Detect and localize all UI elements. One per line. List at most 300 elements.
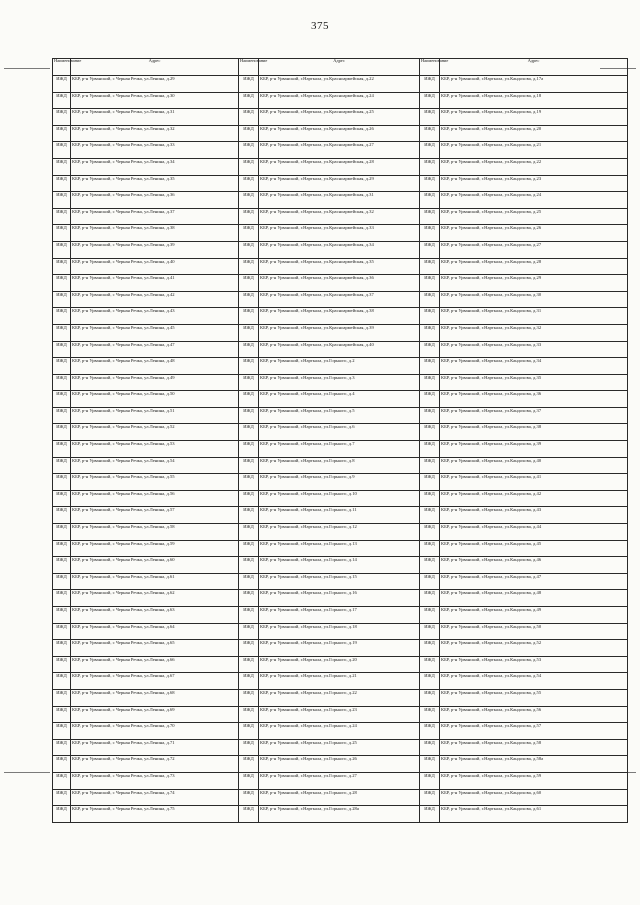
address-cell: КБР, р-н Урванский, г.Нарткала, ул.Кандохова, д.35 xyxy=(440,374,628,391)
address-cell: КБР, р-н Урванский, г.Нарткала, ул.Кандохова, д.37 xyxy=(440,407,628,424)
building-type-cell: ИЖД xyxy=(420,673,440,690)
page-number: 375 xyxy=(311,20,329,32)
address-cell: КБР, р-н Урванский, г.Нарткала, ул.Кандохова, д.26 xyxy=(440,225,628,242)
building-type-cell: ИЖД xyxy=(420,607,440,624)
address-cell: КБР, р-н Урванский, г.Нарткала, ул.Кандохова, д.32 xyxy=(440,324,628,341)
building-type-cell: ИЖД xyxy=(420,358,440,375)
address-cell: КБР, р-н Урванский, с Черная Речка, ул.Ленина, д.61 xyxy=(71,573,239,590)
building-type-cell: ИЖД xyxy=(53,407,71,424)
address-cell: КБР, р-н Урванский, г.Нарткала, ул.Кандохова, д.42 xyxy=(440,490,628,507)
building-type-cell: ИЖД xyxy=(53,109,71,126)
address-cell: КБР, р-н Урванский, г.Нарткала, ул.Красноармейская, д.32 xyxy=(259,208,420,225)
building-type-cell: ИЖД xyxy=(53,457,71,474)
table-row xyxy=(53,76,628,93)
address-cell: КБР, р-н Урванский, г.Нарткала, ул.Кандохова, д.58а xyxy=(440,756,628,773)
building-type-cell: ИЖД xyxy=(53,772,71,789)
building-type-cell: ИЖД xyxy=(239,607,259,624)
address-cell: КБР, р-н Урванский, с Черная Речка, ул.Ленина, д.36 xyxy=(71,192,239,209)
address-cell: КБР, р-н Урванский, г.Нарткала, ул.Горького, д.23 xyxy=(259,706,420,723)
building-type-cell: ИЖД xyxy=(53,258,71,275)
table-row xyxy=(53,407,628,424)
building-type-cell: ИЖД xyxy=(420,772,440,789)
address-cell: КБР, р-н Урванский, с Черная Речка, ул.Ленина, д.33 xyxy=(71,142,239,159)
building-type-cell: ИЖД xyxy=(239,358,259,375)
building-type-cell: ИЖД xyxy=(420,391,440,408)
address-cell: КБР, р-н Урванский, с Черная Речка, ул.Ленина, д.58 xyxy=(71,524,239,541)
address-cell: КБР, р-н Урванский, г.Нарткала, ул.Кандохова, д.20 xyxy=(440,125,628,142)
address-cell: КБР, р-н Урванский, г.Нарткала, ул.Горького, д.18 xyxy=(259,623,420,640)
address-cell: КБР, р-н Урванский, с Черная Речка, ул.Ленина, д.50 xyxy=(71,391,239,408)
building-type-cell: ИЖД xyxy=(53,225,71,242)
address-cell: КБР, р-н Урванский, г.Нарткала, ул.Красноармейская, д.27 xyxy=(259,142,420,159)
address-cell: КБР, р-н Урванский, с Черная Речка, ул.Ленина, д.32 xyxy=(71,125,239,142)
building-type-cell: ИЖД xyxy=(420,524,440,541)
building-type-cell: ИЖД xyxy=(420,706,440,723)
building-type-cell: ИЖД xyxy=(420,308,440,325)
building-type-cell: ИЖД xyxy=(420,474,440,491)
building-type-cell: ИЖД xyxy=(53,291,71,308)
building-type-cell: ИЖД xyxy=(53,656,71,673)
table-row xyxy=(53,308,628,325)
address-cell: КБР, р-н Урванский, с Черная Речка, ул.Ленина, д.75 xyxy=(71,806,239,823)
table-header-row xyxy=(53,59,628,76)
address-cell: КБР, р-н Урванский, г.Нарткала, ул.Кандохова, д.58 xyxy=(440,739,628,756)
building-type-cell: ИЖД xyxy=(239,789,259,806)
building-type-cell: ИЖД xyxy=(53,706,71,723)
address-cell: КБР, р-н Урванский, г.Нарткала, ул.Кандохова, д.41 xyxy=(440,474,628,491)
address-table-sheet xyxy=(52,58,627,823)
building-type-cell: ИЖД xyxy=(239,441,259,458)
building-type-cell: ИЖД xyxy=(420,142,440,159)
building-type-cell: ИЖД xyxy=(239,573,259,590)
building-type-cell: ИЖД xyxy=(239,673,259,690)
address-cell: КБР, р-н Урванский, г.Нарткала, ул.Красноармейская, д.37 xyxy=(259,291,420,308)
address-cell: КБР, р-н Урванский, г.Нарткала, ул.Красноармейская, д.24 xyxy=(259,92,420,109)
building-type-cell: ИЖД xyxy=(239,92,259,109)
address-cell: КБР, р-н Урванский, г.Нарткала, ул.Горького, д.3 xyxy=(259,374,420,391)
building-type-cell: ИЖД xyxy=(420,590,440,607)
building-type-cell: ИЖД xyxy=(239,457,259,474)
building-type-cell: ИЖД xyxy=(420,208,440,225)
building-type-cell: ИЖД xyxy=(239,590,259,607)
building-type-cell: ИЖД xyxy=(53,76,71,93)
building-type-cell: ИЖД xyxy=(420,341,440,358)
address-cell: КБР, р-н Урванский, с Черная Речка, ул.Ленина, д.51 xyxy=(71,407,239,424)
address-cell: КБР, р-н Урванский, г.Нарткала, ул.Кандохова, д.24 xyxy=(440,192,628,209)
address-cell: КБР, р-н Урванский, г.Нарткала, ул.Кандохова, д.57 xyxy=(440,723,628,740)
building-type-cell: ИЖД xyxy=(420,241,440,258)
building-type-cell: ИЖД xyxy=(239,374,259,391)
building-type-cell: ИЖД xyxy=(53,92,71,109)
building-type-cell: ИЖД xyxy=(239,739,259,756)
building-type-cell: ИЖД xyxy=(420,291,440,308)
address-cell: КБР, р-н Урванский, с Черная Речка, ул.Ленина, д.73 xyxy=(71,772,239,789)
scan-line-left xyxy=(4,68,50,69)
address-cell: КБР, р-н Урванский, г.Нарткала, ул.Кандохова, д.50 xyxy=(440,623,628,640)
address-cell: КБР, р-н Урванский, г.Нарткала, ул.Красноармейская, д.34 xyxy=(259,241,420,258)
scan-line-bottom-left xyxy=(4,772,50,773)
building-type-cell: ИЖД xyxy=(239,723,259,740)
address-cell: КБР, р-н Урванский, с Черная Речка, ул.Ленина, д.71 xyxy=(71,739,239,756)
building-type-cell: ИЖД xyxy=(239,640,259,657)
building-type-cell: ИЖД xyxy=(420,275,440,292)
address-cell: КБР, р-н Урванский, с Черная Речка, ул.Ленина, д.31 xyxy=(71,109,239,126)
address-cell: КБР, р-н Урванский, с Черная Речка, ул.Ленина, д.43 xyxy=(71,308,239,325)
building-type-cell: ИЖД xyxy=(53,208,71,225)
building-type-cell: ИЖД xyxy=(239,540,259,557)
building-type-cell: ИЖД xyxy=(239,225,259,242)
building-type-cell: ИЖД xyxy=(239,490,259,507)
address-cell: КБР, р-н Урванский, г.Нарткала, ул.Кандохова, д.46 xyxy=(440,557,628,574)
table-row xyxy=(53,557,628,574)
table-row xyxy=(53,341,628,358)
building-type-cell: ИЖД xyxy=(53,640,71,657)
address-cell: КБР, р-н Урванский, г.Нарткала, ул.Кандохова, д.54 xyxy=(440,673,628,690)
address-cell: КБР, р-н Урванский, г.Нарткала, ул.Горького, д.8 xyxy=(259,457,420,474)
address-cell: КБР, р-н Урванский, г.Нарткала, ул.Горького, д.19 xyxy=(259,640,420,657)
building-type-cell: ИЖД xyxy=(53,441,71,458)
table-row xyxy=(53,457,628,474)
building-type-cell: ИЖД xyxy=(53,192,71,209)
building-type-cell: ИЖД xyxy=(239,258,259,275)
building-type-cell: ИЖД xyxy=(53,573,71,590)
building-type-cell: ИЖД xyxy=(420,623,440,640)
address-cell: КБР, р-н Урванский, г.Нарткала, ул.Красноармейская, д.31 xyxy=(259,192,420,209)
address-cell: КБР, р-н Урванский, с Черная Речка, ул.Ленина, д.57 xyxy=(71,507,239,524)
address-cell: КБР, р-н Урванский, с Черная Речка, ул.Ленина, д.30 xyxy=(71,92,239,109)
table-row xyxy=(53,640,628,657)
building-type-cell: ИЖД xyxy=(420,739,440,756)
building-type-cell: ИЖД xyxy=(53,789,71,806)
address-cell: КБР, р-н Урванский, г.Нарткала, ул.Красноармейская, д.36 xyxy=(259,275,420,292)
building-type-cell: ИЖД xyxy=(239,407,259,424)
building-type-cell: ИЖД xyxy=(239,324,259,341)
address-cell: КБР, р-н Урванский, г.Нарткала, ул.Горького, д.12 xyxy=(259,524,420,541)
address-cell: КБР, р-н Урванский, г.Нарткала, ул.Кандохова, д.59 xyxy=(440,772,628,789)
address-cell: КБР, р-н Урванский, г.Нарткала, ул.Кандохова, д.18 xyxy=(440,92,628,109)
building-type-cell: ИЖД xyxy=(420,324,440,341)
address-cell: КБР, р-н Урванский, г.Нарткала, ул.Кандохова, д.52 xyxy=(440,640,628,657)
address-cell: КБР, р-н Урванский, с Черная Речка, ул.Ленина, д.49 xyxy=(71,374,239,391)
address-cell: КБР, р-н Урванский, с Черная Речка, ул.Ленина, д.48 xyxy=(71,358,239,375)
building-type-cell: ИЖД xyxy=(420,557,440,574)
building-type-cell: ИЖД xyxy=(239,806,259,823)
building-type-cell: ИЖД xyxy=(420,92,440,109)
address-cell: КБР, р-н Урванский, г.Нарткала, ул.Кандохова, д.43 xyxy=(440,507,628,524)
table-row xyxy=(53,590,628,607)
address-cell: КБР, р-н Урванский, с Черная Речка, ул.Ленина, д.63 xyxy=(71,607,239,624)
address-cell: КБР, р-н Урванский, г.Нарткала, ул.Горького, д.9 xyxy=(259,474,420,491)
building-type-cell: ИЖД xyxy=(239,192,259,209)
address-cell: КБР, р-н Урванский, г.Нарткала, ул.Кандохова, д.25 xyxy=(440,208,628,225)
address-cell: КБР, р-н Урванский, г.Нарткала, ул.Кандохова, д.40 xyxy=(440,457,628,474)
address-cell: КБР, р-н Урванский, с Черная Речка, ул.Ленина, д.54 xyxy=(71,457,239,474)
building-type-cell: ИЖД xyxy=(53,623,71,640)
building-type-cell: ИЖД xyxy=(239,557,259,574)
address-cell: КБР, р-н Урванский, г.Нарткала, ул.Красноармейская, д.29 xyxy=(259,175,420,192)
building-type-cell: ИЖД xyxy=(53,490,71,507)
address-cell: КБР, р-н Урванский, г.Нарткала, ул.Кандохова, д.53 xyxy=(440,656,628,673)
building-type-cell: ИЖД xyxy=(420,175,440,192)
building-type-cell: ИЖД xyxy=(53,557,71,574)
table-row xyxy=(53,474,628,491)
column-header-type: Наименование xyxy=(239,59,259,76)
building-type-cell: ИЖД xyxy=(53,142,71,159)
table-row xyxy=(53,374,628,391)
table-row xyxy=(53,490,628,507)
building-type-cell: ИЖД xyxy=(53,524,71,541)
table-row xyxy=(53,789,628,806)
address-cell: КБР, р-н Урванский, г.Нарткала, ул.Кандохова, д.27 xyxy=(440,241,628,258)
address-cell: КБР, р-н Урванский, г.Нарткала, ул.Кандохова, д.30 xyxy=(440,291,628,308)
address-cell: КБР, р-н Урванский, г.Нарткала, ул.Красноармейская, д.22 xyxy=(259,76,420,93)
building-type-cell: ИЖД xyxy=(420,490,440,507)
address-cell: КБР, р-н Урванский, с Черная Речка, ул.Ленина, д.34 xyxy=(71,158,239,175)
building-type-cell: ИЖД xyxy=(420,573,440,590)
address-cell: КБР, р-н Урванский, г.Нарткала, ул.Горького, д.5 xyxy=(259,407,420,424)
table-row xyxy=(53,739,628,756)
building-type-cell: ИЖД xyxy=(53,158,71,175)
building-type-cell: ИЖД xyxy=(53,540,71,557)
address-cell: КБР, р-н Урванский, г.Нарткала, ул.Горького, д.2 xyxy=(259,358,420,375)
address-cell: КБР, р-н Урванский, г.Нарткала, ул.Красноармейская, д.40 xyxy=(259,341,420,358)
address-cell: КБР, р-н Урванский, г.Нарткала, ул.Кандохова, д.36 xyxy=(440,391,628,408)
address-cell: КБР, р-н Урванский, с Черная Речка, ул.Ленина, д.42 xyxy=(71,291,239,308)
address-cell: КБР, р-н Урванский, г.Нарткала, ул.Горького, д.17 xyxy=(259,607,420,624)
address-cell: КБР, р-н Урванский, с Черная Речка, ул.Ленина, д.52 xyxy=(71,424,239,441)
address-cell: КБР, р-н Урванский, г.Нарткала, ул.Горького, д.26 xyxy=(259,756,420,773)
building-type-cell: ИЖД xyxy=(420,258,440,275)
building-type-cell: ИЖД xyxy=(420,457,440,474)
address-cell: КБР, р-н Урванский, г.Нарткала, ул.Красноармейская, д.39 xyxy=(259,324,420,341)
building-type-cell: ИЖД xyxy=(420,723,440,740)
address-cell: КБР, р-н Урванский, с Черная Речка, ул.Ленина, д.66 xyxy=(71,656,239,673)
table-row xyxy=(53,441,628,458)
building-type-cell: ИЖД xyxy=(53,607,71,624)
building-type-cell: ИЖД xyxy=(53,424,71,441)
building-type-cell: ИЖД xyxy=(420,225,440,242)
address-cell: КБР, р-н Урванский, г.Нарткала, ул.Кандохова, д.56 xyxy=(440,706,628,723)
building-type-cell: ИЖД xyxy=(239,291,259,308)
building-type-cell: ИЖД xyxy=(239,175,259,192)
table-row xyxy=(53,324,628,341)
address-cell: КБР, р-н Урванский, с Черная Речка, ул.Ленина, д.29 xyxy=(71,76,239,93)
building-type-cell: ИЖД xyxy=(239,125,259,142)
building-type-cell: ИЖД xyxy=(420,789,440,806)
table-row xyxy=(53,706,628,723)
building-type-cell: ИЖД xyxy=(239,474,259,491)
building-type-cell: ИЖД xyxy=(239,507,259,524)
address-cell: КБР, р-н Урванский, г.Нарткала, ул.Кандохова, д.19 xyxy=(440,109,628,126)
building-type-cell: ИЖД xyxy=(53,756,71,773)
building-type-cell: ИЖД xyxy=(53,723,71,740)
building-type-cell: ИЖД xyxy=(420,374,440,391)
building-type-cell: ИЖД xyxy=(53,125,71,142)
address-cell: КБР, р-н Урванский, г.Нарткала, ул.Кандохова, д.61 xyxy=(440,806,628,823)
table-row xyxy=(53,723,628,740)
building-type-cell: ИЖД xyxy=(53,689,71,706)
address-cell: КБР, р-н Урванский, г.Нарткала, ул.Горького, д.22 xyxy=(259,689,420,706)
table-row xyxy=(53,689,628,706)
building-type-cell: ИЖД xyxy=(53,341,71,358)
table-row xyxy=(53,241,628,258)
address-cell: КБР, р-н Урванский, г.Нарткала, ул.Кандохова, д.28 xyxy=(440,258,628,275)
address-cell: КБР, р-н Урванский, г.Нарткала, ул.Кандохова, д.38 xyxy=(440,424,628,441)
address-cell: КБР, р-н Урванский, г.Нарткала, ул.Горького, д.7 xyxy=(259,441,420,458)
address-cell: КБР, р-н Урванский, г.Нарткала, ул.Красноармейская, д.28 xyxy=(259,158,420,175)
address-cell: КБР, р-н Урванский, г.Нарткала, ул.Кандохова, д.23 xyxy=(440,175,628,192)
address-cell: КБР, р-н Урванский, г.Нарткала, ул.Горького, д.25 xyxy=(259,739,420,756)
address-cell: КБР, р-н Урванский, г.Нарткала, ул.Кандохова, д.22 xyxy=(440,158,628,175)
table-row xyxy=(53,158,628,175)
building-type-cell: ИЖД xyxy=(239,772,259,789)
table-row xyxy=(53,806,628,823)
building-type-cell: ИЖД xyxy=(420,507,440,524)
building-type-cell: ИЖД xyxy=(420,76,440,93)
address-cell: КБР, р-н Урванский, г.Нарткала, ул.Горького, д.24 xyxy=(259,723,420,740)
address-cell: КБР, р-н Урванский, с Черная Речка, ул.Ленина, д.41 xyxy=(71,275,239,292)
table-row xyxy=(53,291,628,308)
address-cell: КБР, р-н Урванский, г.Нарткала, ул.Горького, д.6 xyxy=(259,424,420,441)
address-cell: КБР, р-н Урванский, г.Нарткала, ул.Кандохова, д.55 xyxy=(440,689,628,706)
address-cell: КБР, р-н Урванский, с Черная Речка, ул.Ленина, д.38 xyxy=(71,225,239,242)
address-cell: КБР, р-н Урванский, г.Нарткала, ул.Кандохова, д.44 xyxy=(440,524,628,541)
address-cell: КБР, р-н Урванский, г.Нарткала, ул.Горького, д.11 xyxy=(259,507,420,524)
address-cell: КБР, р-н Урванский, г.Нарткала, ул.Кандохова, д.48 xyxy=(440,590,628,607)
address-cell: КБР, р-н Урванский, с Черная Речка, ул.Ленина, д.74 xyxy=(71,789,239,806)
building-type-cell: ИЖД xyxy=(420,689,440,706)
address-cell: КБР, р-н Урванский, г.Нарткала, ул.Красноармейская, д.25 xyxy=(259,109,420,126)
table-row xyxy=(53,424,628,441)
address-cell: КБР, р-н Урванский, г.Нарткала, ул.Горького, д.21 xyxy=(259,673,420,690)
address-cell: КБР, р-н Урванский, с Черная Речка, ул.Ленина, д.68 xyxy=(71,689,239,706)
table-row xyxy=(53,673,628,690)
table-row xyxy=(53,507,628,524)
table-row xyxy=(53,607,628,624)
address-cell: КБР, р-н Урванский, г.Нарткала, ул.Красноармейская, д.38 xyxy=(259,308,420,325)
building-type-cell: ИЖД xyxy=(239,706,259,723)
building-type-cell: ИЖД xyxy=(53,806,71,823)
table-row xyxy=(53,540,628,557)
building-type-cell: ИЖД xyxy=(239,689,259,706)
table-row xyxy=(53,142,628,159)
building-type-cell: ИЖД xyxy=(239,391,259,408)
building-type-cell: ИЖД xyxy=(420,109,440,126)
building-type-cell: ИЖД xyxy=(53,507,71,524)
building-type-cell: ИЖД xyxy=(239,424,259,441)
address-cell: КБР, р-н Урванский, г.Нарткала, ул.Горького, д.13 xyxy=(259,540,420,557)
building-type-cell: ИЖД xyxy=(239,241,259,258)
building-type-cell: ИЖД xyxy=(53,308,71,325)
building-type-cell: ИЖД xyxy=(239,158,259,175)
building-type-cell: ИЖД xyxy=(53,474,71,491)
building-type-cell: ИЖД xyxy=(53,324,71,341)
address-cell: КБР, р-н Урванский, г.Нарткала, ул.Кандохова, д.34 xyxy=(440,358,628,375)
table-row xyxy=(53,125,628,142)
building-type-cell: ИЖД xyxy=(239,623,259,640)
building-type-cell: ИЖД xyxy=(420,540,440,557)
address-cell: КБР, р-н Урванский, с Черная Речка, ул.Ленина, д.64 xyxy=(71,623,239,640)
address-cell: КБР, р-н Урванский, г.Нарткала, ул.Красноармейская, д.35 xyxy=(259,258,420,275)
building-type-cell: ИЖД xyxy=(239,308,259,325)
address-cell: КБР, р-н Урванский, г.Нарткала, ул.Горького, д.27 xyxy=(259,772,420,789)
address-cell: КБР, р-н Урванский, с Черная Речка, ул.Ленина, д.55 xyxy=(71,474,239,491)
table-row xyxy=(53,208,628,225)
table-row xyxy=(53,756,628,773)
address-cell: КБР, р-н Урванский, г.Нарткала, ул.Красноармейская, д.26 xyxy=(259,125,420,142)
table-row xyxy=(53,225,628,242)
column-header-type: Наименование xyxy=(420,59,440,76)
address-cell: КБР, р-н Урванский, с Черная Речка, ул.Ленина, д.62 xyxy=(71,590,239,607)
address-cell: КБР, р-н Урванский, с Черная Речка, ул.Ленина, д.60 xyxy=(71,557,239,574)
address-cell: КБР, р-н Урванский, г.Нарткала, ул.Горького, д.20 xyxy=(259,656,420,673)
address-cell: КБР, р-н Урванский, г.Нарткала, ул.Горького, д.14 xyxy=(259,557,420,574)
building-type-cell: ИЖД xyxy=(239,76,259,93)
building-type-cell: ИЖД xyxy=(53,391,71,408)
building-type-cell: ИЖД xyxy=(239,341,259,358)
address-cell: КБР, р-н Урванский, г.Нарткала, ул.Горького, д.28а xyxy=(259,806,420,823)
building-type-cell: ИЖД xyxy=(53,590,71,607)
column-header-address: Адрес xyxy=(440,59,628,76)
building-type-cell: ИЖД xyxy=(53,358,71,375)
address-cell: КБР, р-н Урванский, с Черная Речка, ул.Ленина, д.59 xyxy=(71,540,239,557)
building-type-cell: ИЖД xyxy=(239,142,259,159)
table-row xyxy=(53,175,628,192)
address-cell: КБР, р-н Урванский, с Черная Речка, ул.Ленина, д.65 xyxy=(71,640,239,657)
address-cell: КБР, р-н Урванский, г.Нарткала, ул.Красноармейская, д.33 xyxy=(259,225,420,242)
address-cell: КБР, р-н Урванский, г.Нарткала, ул.Кандохова, д.21 xyxy=(440,142,628,159)
building-type-cell: ИЖД xyxy=(420,441,440,458)
address-cell: КБР, р-н Урванский, г.Нарткала, ул.Кандохова, д.17а xyxy=(440,76,628,93)
address-cell: КБР, р-н Урванский, г.Нарткала, ул.Кандохова, д.29 xyxy=(440,275,628,292)
column-header-address: Адрес xyxy=(259,59,420,76)
building-type-cell: ИЖД xyxy=(420,806,440,823)
table-row xyxy=(53,109,628,126)
address-cell: КБР, р-н Урванский, с Черная Речка, ул.Ленина, д.56 xyxy=(71,490,239,507)
building-type-cell: ИЖД xyxy=(239,109,259,126)
address-cell: КБР, р-н Урванский, с Черная Речка, ул.Ленина, д.53 xyxy=(71,441,239,458)
column-header-address: Адрес xyxy=(71,59,239,76)
building-type-cell: ИЖД xyxy=(53,739,71,756)
address-cell: КБР, р-н Урванский, г.Нарткала, ул.Кандохова, д.49 xyxy=(440,607,628,624)
table-row xyxy=(53,573,628,590)
address-cell: КБР, р-н Урванский, с Черная Речка, ул.Ленина, д.67 xyxy=(71,673,239,690)
address-cell: КБР, р-н Урванский, с Черная Речка, ул.Ленина, д.70 xyxy=(71,723,239,740)
table-row xyxy=(53,772,628,789)
table-row xyxy=(53,258,628,275)
address-cell: КБР, р-н Урванский, г.Нарткала, ул.Кандохова, д.60 xyxy=(440,789,628,806)
table-row xyxy=(53,623,628,640)
building-type-cell: ИЖД xyxy=(239,756,259,773)
building-type-cell: ИЖД xyxy=(239,275,259,292)
table-row xyxy=(53,358,628,375)
address-cell: КБР, р-н Урванский, с Черная Речка, ул.Ленина, д.72 xyxy=(71,756,239,773)
address-cell: КБР, р-н Урванский, г.Нарткала, ул.Кандохова, д.39 xyxy=(440,441,628,458)
address-cell: КБР, р-н Урванский, с Черная Речка, ул.Ленина, д.35 xyxy=(71,175,239,192)
building-type-cell: ИЖД xyxy=(420,756,440,773)
building-type-cell: ИЖД xyxy=(53,673,71,690)
building-type-cell: ИЖД xyxy=(239,524,259,541)
address-cell: КБР, р-н Урванский, с Черная Речка, ул.Ленина, д.47 xyxy=(71,341,239,358)
building-type-cell: ИЖД xyxy=(420,640,440,657)
column-header-type: Наименование xyxy=(53,59,71,76)
address-cell: КБР, р-н Урванский, с Черная Речка, ул.Ленина, д.39 xyxy=(71,241,239,258)
building-type-cell: ИЖД xyxy=(53,241,71,258)
table-row xyxy=(53,275,628,292)
table-row xyxy=(53,656,628,673)
building-type-cell: ИЖД xyxy=(53,275,71,292)
building-type-cell: ИЖД xyxy=(420,192,440,209)
